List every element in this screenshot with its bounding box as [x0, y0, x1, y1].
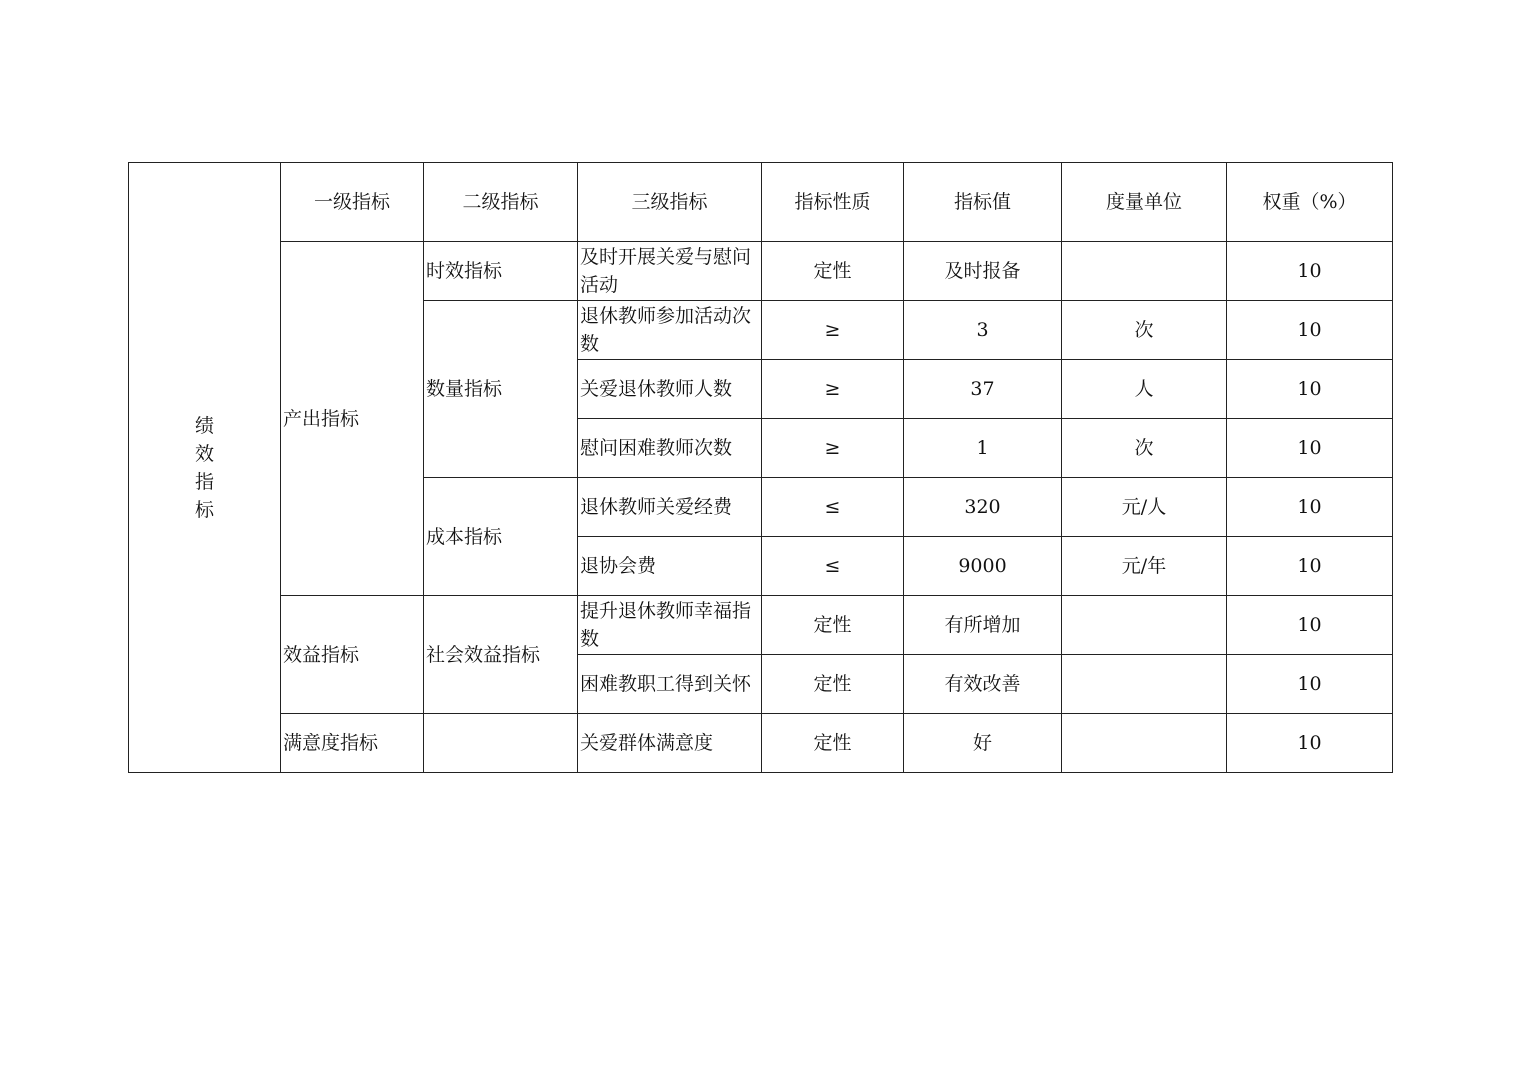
empty-level2-cell: [424, 714, 578, 773]
row-weight: 10: [1227, 360, 1393, 419]
row-nature: ≥: [762, 419, 904, 478]
group-social-benefit: 社会效益指标: [424, 596, 578, 714]
row-weight: 10: [1227, 596, 1393, 655]
row-unit: 次: [1062, 301, 1227, 360]
header-level2: 二级指标: [424, 163, 578, 242]
group-timeliness: 时效指标: [424, 242, 578, 301]
row-weight: 10: [1227, 655, 1393, 714]
row-level3: 退协会费: [578, 537, 762, 596]
row-unit: [1062, 242, 1227, 301]
row-weight: 10: [1227, 419, 1393, 478]
row-value: 3: [904, 301, 1062, 360]
group-output: 产出指标: [281, 242, 424, 596]
table-row: [129, 714, 1393, 773]
row-value: 有效改善: [904, 655, 1062, 714]
header-row: [129, 163, 1393, 242]
group-satisfaction: 满意度指标: [281, 714, 424, 773]
row-level3: 慰问困难教师次数: [578, 419, 762, 478]
row-level3: 提升退休教师幸福指数: [578, 596, 762, 655]
row-weight: 10: [1227, 301, 1393, 360]
side-label-char: 效: [194, 442, 214, 465]
row-value: 9000: [904, 537, 1062, 596]
row-value: 320: [904, 478, 1062, 537]
header-unit: 度量单位: [1062, 163, 1227, 242]
row-unit: [1062, 655, 1227, 714]
row-value: 及时报备: [904, 242, 1062, 301]
table-row: [129, 242, 1393, 301]
row-level3: 关爱退休教师人数: [578, 360, 762, 419]
row-nature: ≥: [762, 301, 904, 360]
row-unit: 人: [1062, 360, 1227, 419]
row-weight: 10: [1227, 714, 1393, 773]
row-nature: 定性: [762, 242, 904, 301]
header-value: 指标值: [904, 163, 1062, 242]
side-label-char: 绩: [194, 414, 214, 437]
row-value: 好: [904, 714, 1062, 773]
row-value: 37: [904, 360, 1062, 419]
group-quantity: 数量指标: [424, 301, 578, 478]
row-value: 1: [904, 419, 1062, 478]
row-level3: 退休教师参加活动次数: [578, 301, 762, 360]
header-weight: 权重（%）: [1227, 163, 1393, 242]
header-level1: 一级指标: [281, 163, 424, 242]
row-nature: ≤: [762, 478, 904, 537]
row-level3: 及时开展关爱与慰问活动: [578, 242, 762, 301]
side-label-char: 指: [194, 470, 214, 493]
row-nature: 定性: [762, 714, 904, 773]
row-weight: 10: [1227, 537, 1393, 596]
row-nature: ≤: [762, 537, 904, 596]
row-nature: 定性: [762, 655, 904, 714]
table-row: [129, 596, 1393, 655]
row-unit: 元/年: [1062, 537, 1227, 596]
group-cost: 成本指标: [424, 478, 578, 596]
group-benefit: 效益指标: [281, 596, 424, 714]
side-label-char: 标: [194, 498, 214, 521]
row-unit: 元/人: [1062, 478, 1227, 537]
row-nature: ≥: [762, 360, 904, 419]
header-nature: 指标性质: [762, 163, 904, 242]
row-unit: [1062, 714, 1227, 773]
performance-indicator-table: [128, 162, 1393, 773]
row-value: 有所增加: [904, 596, 1062, 655]
performance-indicator-side-label: [129, 163, 281, 773]
row-level3: 关爱群体满意度: [578, 714, 762, 773]
row-weight: 10: [1227, 242, 1393, 301]
header-level3: 三级指标: [578, 163, 762, 242]
row-nature: 定性: [762, 596, 904, 655]
row-unit: 次: [1062, 419, 1227, 478]
row-level3: 困难教职工得到关怀: [578, 655, 762, 714]
row-weight: 10: [1227, 478, 1393, 537]
row-unit: [1062, 596, 1227, 655]
row-level3: 退休教师关爱经费: [578, 478, 762, 537]
